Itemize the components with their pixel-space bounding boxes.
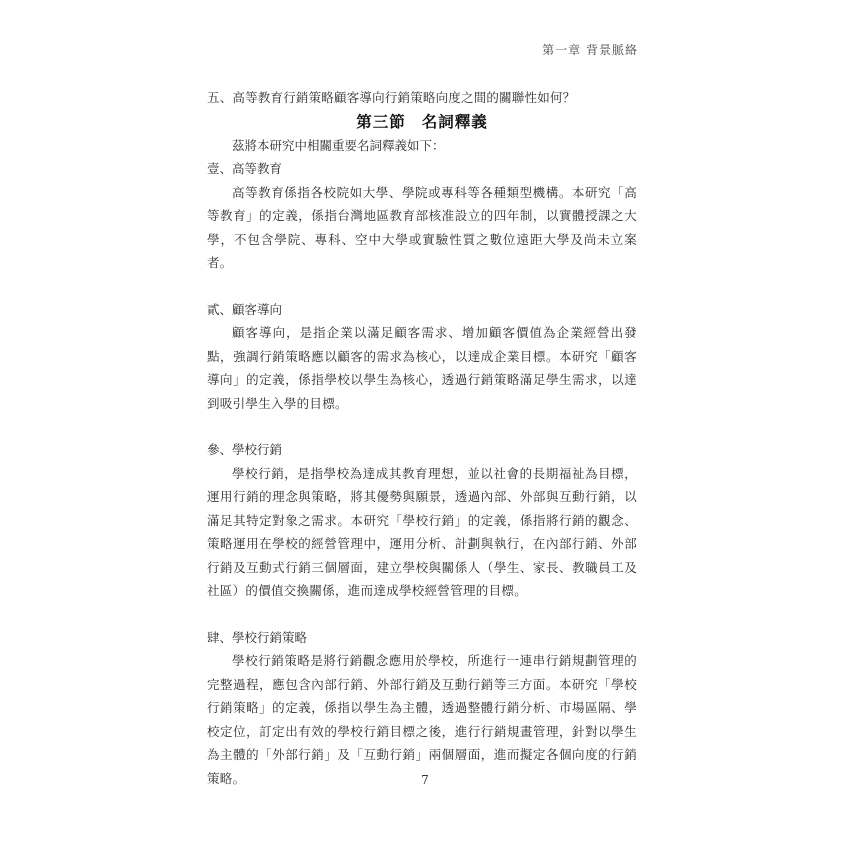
paragraph-spacer <box>207 275 637 298</box>
term-body-higher-education: 高等教育係指各校院如大學、學院或專科等各種類型機構。本研究「高等教育」的定義，係指台灣地區教育部核准設立的四年制，以實體授課之大學，不包含學院、專科、空中大學或實驗性質之數位遠距大學及尚未立案者。 <box>207 184 637 270</box>
page-number: 7 <box>421 773 429 787</box>
page-content <box>207 86 637 790</box>
running-header: 第一章 背景脈絡 <box>542 43 638 57</box>
term-body-school-marketing: 學校行銷，是指學校為達成其教育理想，並以社會的長期福祉為目標，運用行銷的理念與策略，將其優勢與願景，透過內部、外部與互動行銷，以滿足其特定對象之需求。本研究「學校行銷」的定義，係指將行銷的觀念、策略運用在學校的經營管理中，運用分析、計劃與執行，在內部行銷、外部行銷及互動式行銷三個層面，建立學校與關係人（學生、家長、教職員工及社區）的價值交換關係，進而達成學校經營管理的目標。 <box>207 465 637 598</box>
research-question-5: 五、高等教育行銷策略顧客導向行銷策略向度之間的關聯性如何？ <box>207 90 576 105</box>
section-title <box>207 110 637 134</box>
term-body-customer-orientation: 顧客導向，是指企業以滿足顧客需求、增加顧客價值為企業經營出發點，強調行銷策略應以顧客的需求為核心，以達成企業目標。本研究「顧客導向」的定義，係指學校以學生為核心，透過行銷策略滿足學生需求，以達到吸引學生入學的目標。 <box>207 325 637 411</box>
term-heading-higher-education: 壹、高等教育 <box>207 161 283 176</box>
term-heading-school-marketing: 參、學校行銷 <box>207 442 283 457</box>
term-heading-customer-orientation: 貳、顧客導向 <box>207 301 283 317</box>
term-heading-school-marketing-strategy: 肆、學校行銷策略 <box>207 629 308 645</box>
section-name: 名詞釋義 <box>421 111 488 131</box>
section-number: 第三節 <box>356 111 406 131</box>
paragraph-spacer <box>207 603 637 626</box>
paragraph-spacer <box>207 415 637 438</box>
term-body-school-marketing-strategy: 學校行銷策略是將行銷觀念應用於學校，所進行一連串行銷規劃管理的完整過程，應包含內部行銷、外部行銷及互動行銷等三方面。本研究「學校行銷策略」的定義，係指以學生為主體，透過整體行銷分析、市場區隔、學校定位，訂定出有效的學校行銷目標之後，進行行銷規畫管理，針對以學生為主體的「外部行銷」及「互動行銷」兩個層面，進而擬定各個向度的行銷策略。 <box>207 653 637 786</box>
section-intro: 茲將本研究中相關重要名詞釋義如下： <box>232 137 445 153</box>
